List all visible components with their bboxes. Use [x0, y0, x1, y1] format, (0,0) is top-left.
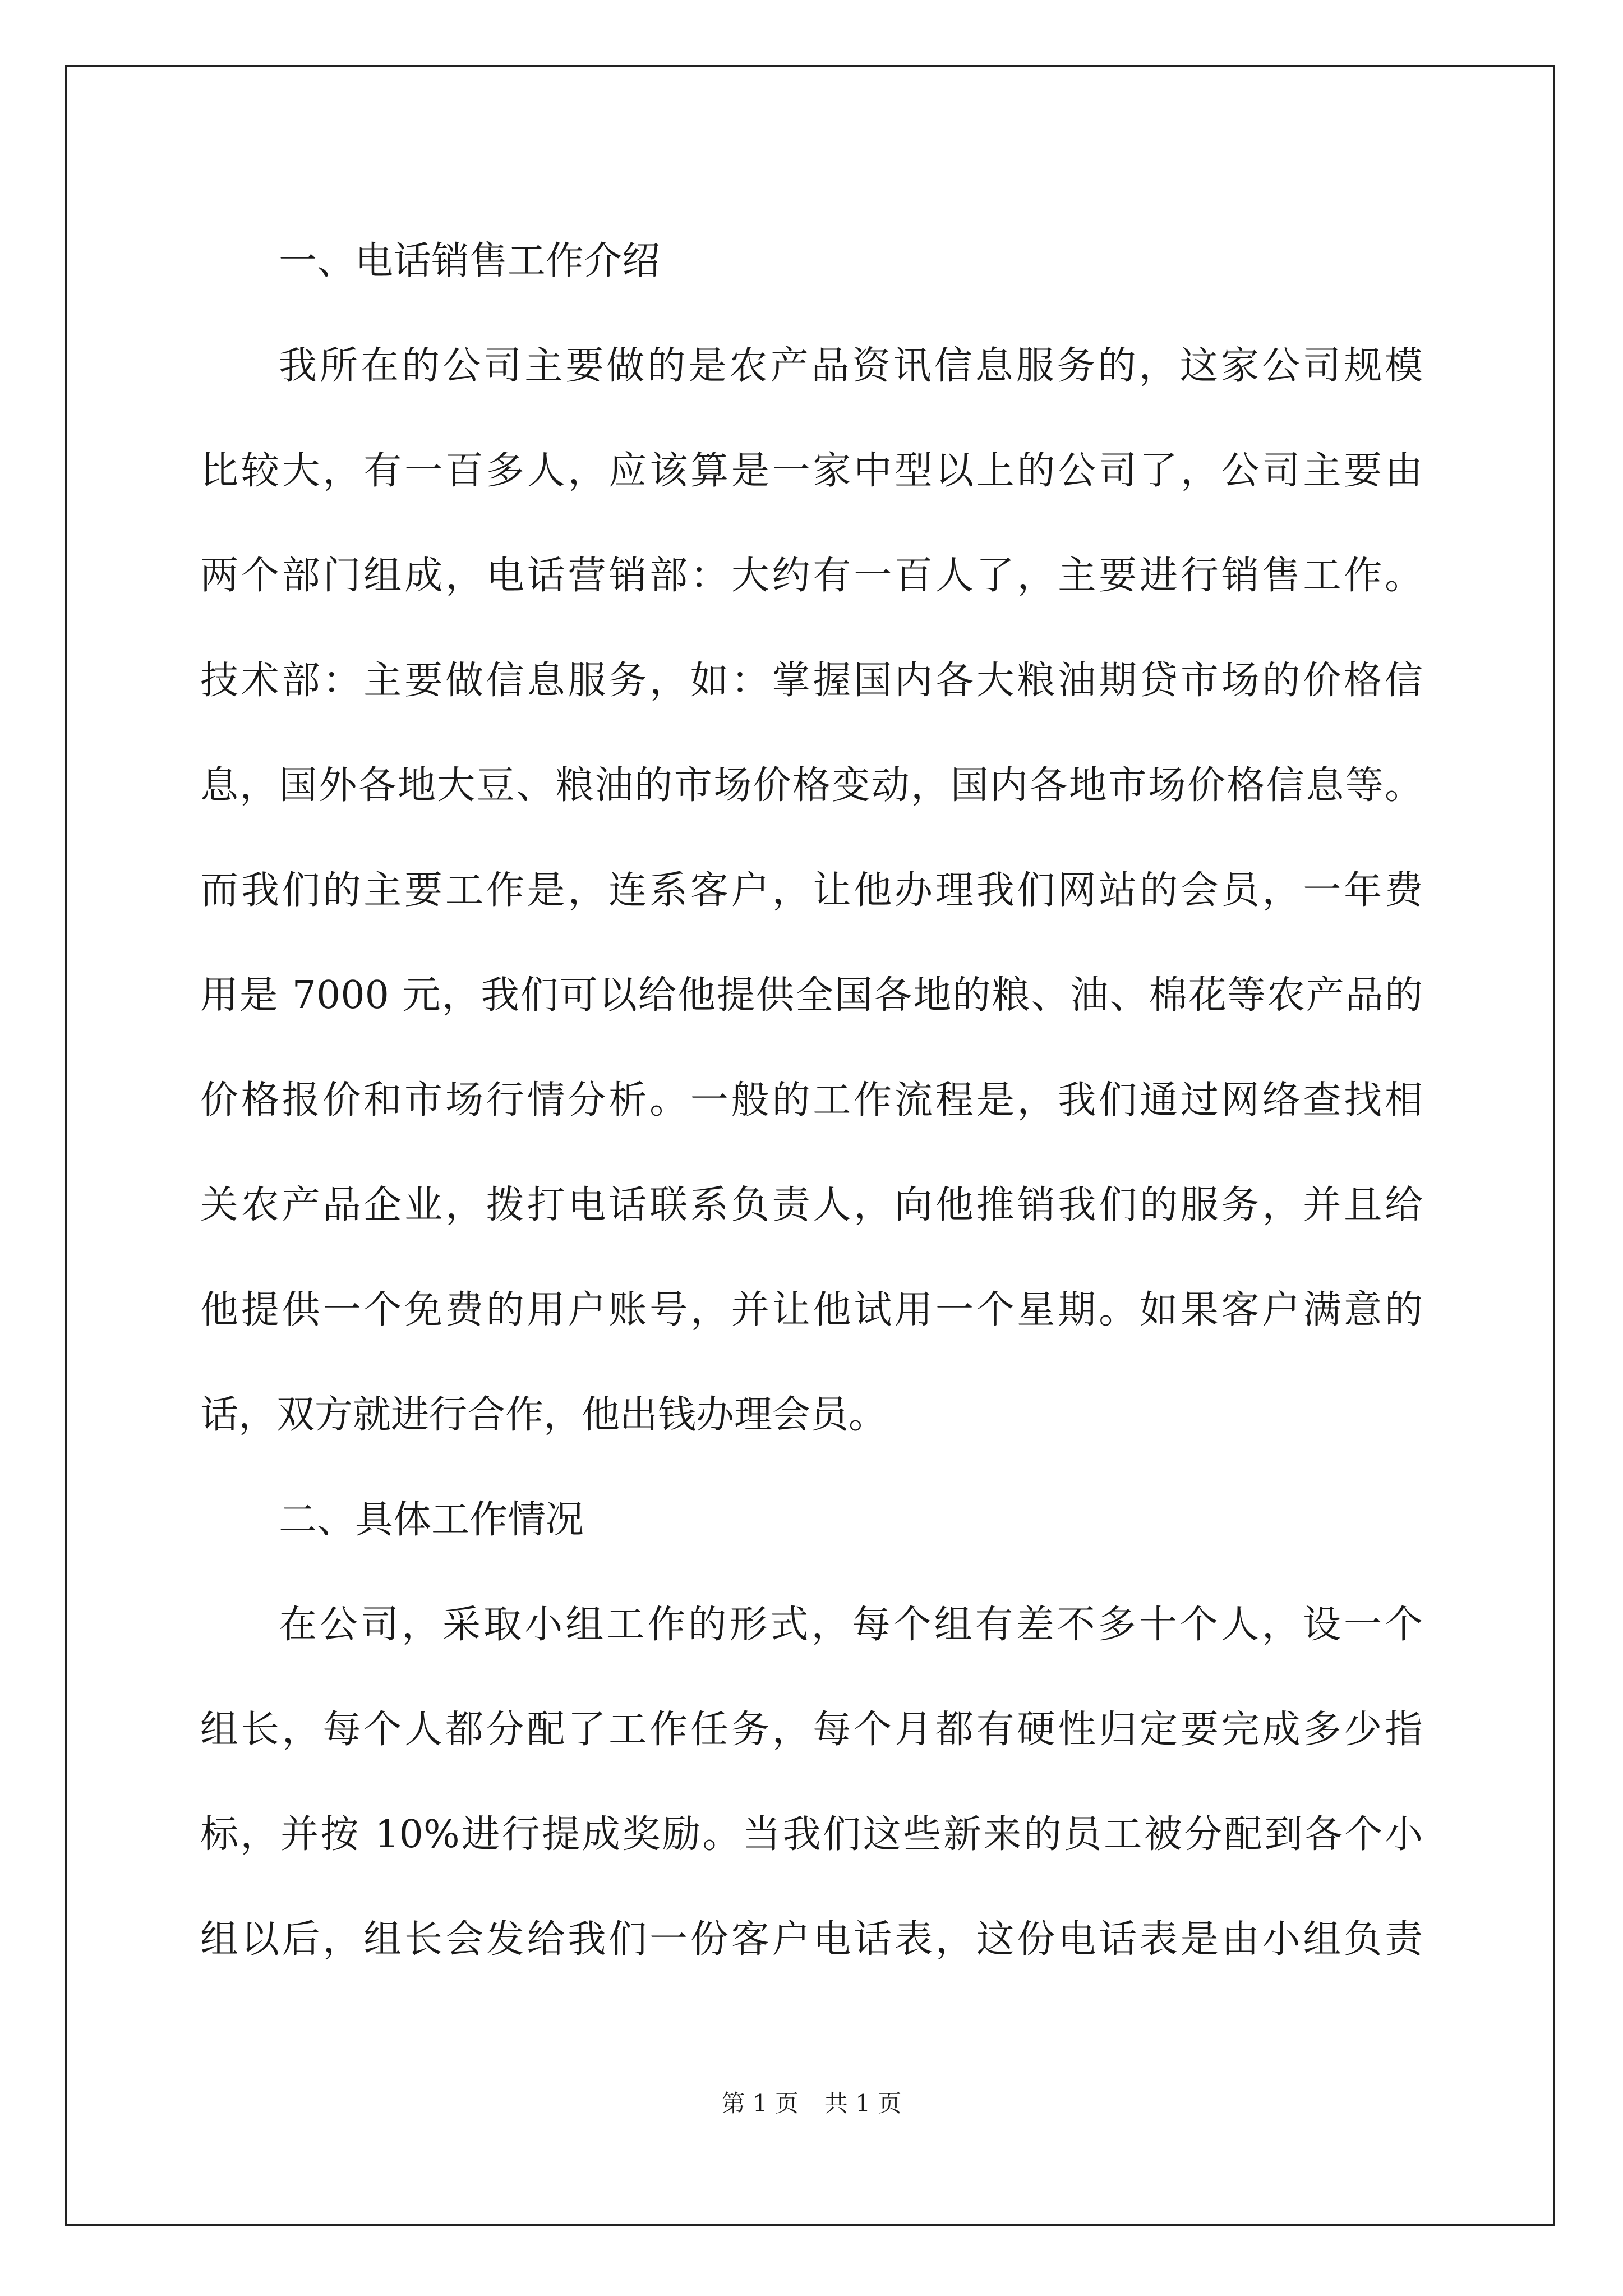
text-line: 关农产品企业，拨打电话联系负责人，向他推销我们的服务，并且给 [200, 1183, 1423, 1227]
text-line: 息，国外各地大豆、粮油的市场价格变动，国内各地市场价格信息等。 [200, 763, 1423, 808]
text-line: 标，并按 10%进行提成奖励。当我们这些新来的员工被分配到各个小 [200, 1812, 1423, 1857]
text-line: 技术部：主要做信息服务，如：掌握国内各大粮油期贷市场的价格信 [200, 659, 1423, 703]
text-line: 我所在的公司主要做的是农产品资讯信息服务的，这家公司规模 [279, 344, 1423, 388]
text-line: 用是 7000 元，我们可以给他提供全国各地的粮、油、棉花等农产品的 [200, 973, 1423, 1018]
text-line: 组以后，组长会发给我们一份客户电话表，这份电话表是由小组负责 [200, 1917, 1423, 1962]
text-line: 他提供一个免费的用户账号，并让他试用一个星期。如果客户满意的 [200, 1288, 1423, 1332]
page-number-total: 共 1 页 [824, 2090, 902, 2117]
text-line: 比较大，有一百多人，应该算是一家中型以上的公司了，公司主要由 [200, 449, 1423, 493]
section-heading: 一、电话销售工作介绍 [279, 239, 661, 283]
text-line: 价格报价和市场行情分析。一般的工作流程是，我们通过网络查找相 [200, 1078, 1423, 1122]
section-heading: 二、具体工作情况 [279, 1498, 584, 1542]
text-line: 组长，每个人都分配了工作任务，每个月都有硬性归定要完成多少指 [200, 1708, 1423, 1752]
text-line: 在公司，采取小组工作的形式，每个组有差不多十个人，设一个 [279, 1603, 1423, 1647]
text-line: 两个部门组成，电话营销部：大约有一百人了，主要进行销售工作。 [200, 554, 1423, 598]
document-body [200, 209, 1423, 1992]
text-line: 话，双方就进行合作，他出钱办理会员。 [200, 1393, 887, 1437]
page-footer [0, 2087, 1623, 2120]
text-line: 而我们的主要工作是，连系客户，让他办理我们网站的会员，一年费 [200, 868, 1423, 913]
page-number-current: 第 1 页 [721, 2090, 799, 2117]
